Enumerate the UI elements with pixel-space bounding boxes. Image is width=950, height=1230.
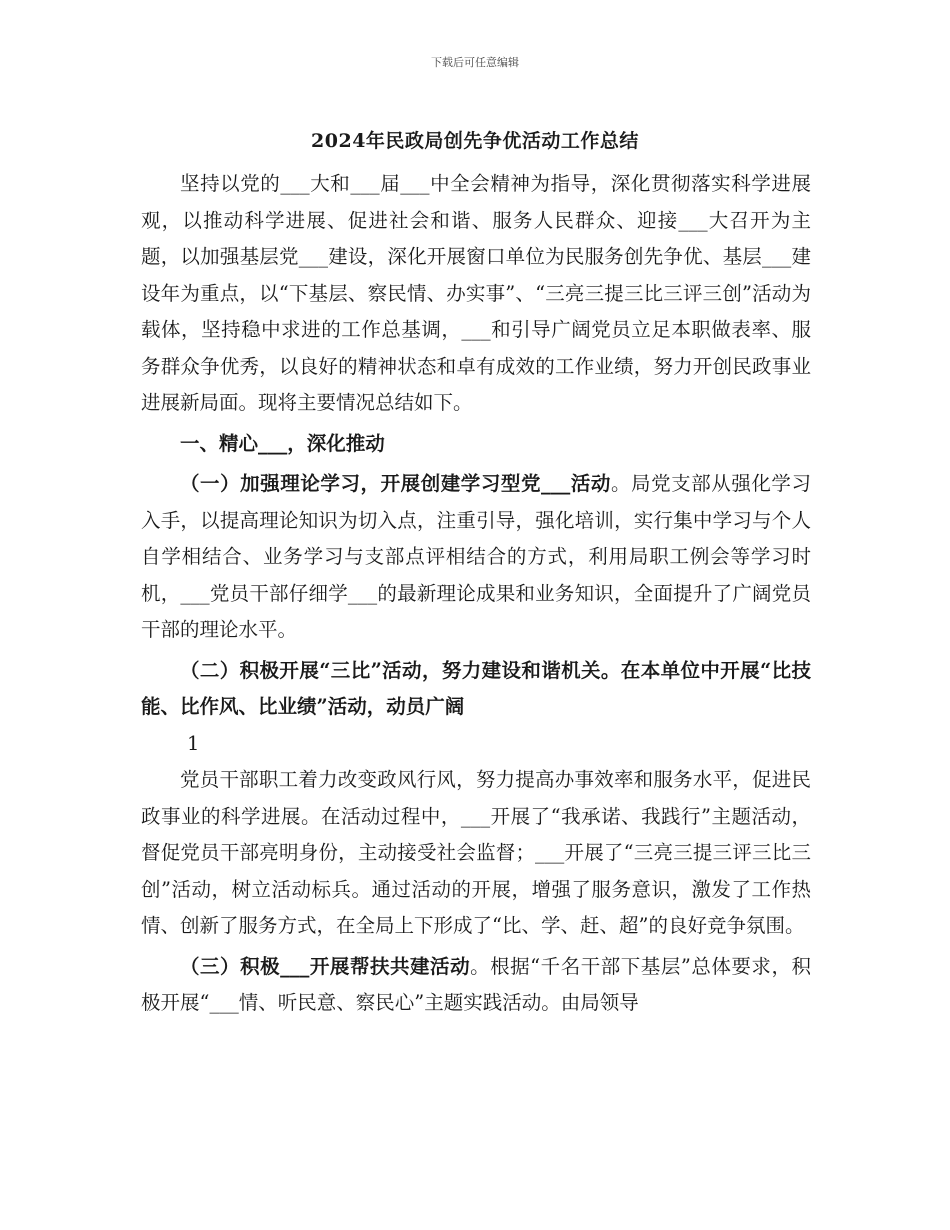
page-number: 1 [187, 731, 200, 755]
continuation-paragraph: 党员干部职工着力改变政风行风，努力提高办事效率和服务水平，促进民政事业的科学进展。在活动过程中，___开展了“我承诺、我践行”主题活动，督促党员干部亮明身份，主动接受社会监督；___开展了“三亮三提三评三比三创”活动，树立活动标兵。通过活动的开展，增强了服务意识，激发了工作热情、创新了服务方式，在全局上下形成了“比、学、赶、超”的良好竞争氛围。 [141, 768, 811, 937]
document-title: 2024年民政局创先争优活动工作总结 [311, 130, 639, 152]
header-note: 下载后可任意编辑 [431, 56, 519, 69]
item1-text: 。局党支部从强化学习入手，以提高理论知识为切入点，注重引导，强化培训，实行集中学习与个人自学相结合、业务学习与支部点评相结合的方式，利用局职工例会等学习时机，___党员干部仔细学___的最新理论成果和业务知识，全面提升了广阔党员干部的理论水平。 [141, 472, 811, 641]
item3-text: 。根据“千名干部下基层”总体要求，积极开展“___情、听民意、察民心”主题实践活动。由局领导 [141, 954, 811, 1014]
document-body [141, 166, 811, 1022]
item2-paragraph: （二）积极开展“三比”活动，努力建设和谐机关。在本单位中开展“比技能、比作风、比业绩”活动，动员广阔 [141, 658, 811, 718]
item1-heading: （一）加强理论学习，开展创建学习型党___活动 [180, 472, 611, 495]
section-heading: 一、精心___，深化推动 [180, 431, 385, 455]
item1-paragraph [141, 466, 811, 649]
item3-heading: （三）积极___开展帮扶共建活动 [180, 954, 471, 978]
intro-paragraph: 坚持以党的___大和___届___中全会精神为指导，深化贯彻落实科学进展观，以推动科学进展、促进社会和谐、服务人民群众、迎接___大召开为主题，以加强基层党___建设，深化开展窗口单位为民服务创先争优、基层___建设年为重点，以“下基层、察民情、办实事”、“三亮三提三比三评三创”活动为载体，坚持稳中求进的工作总基调，___和引导广阔党员立足本职做表率、服务群众争优秀，以良好的精神状态和卓有成效的工作业绩，努力开创民政事业进展新局面。现将主要情况总结如下。 [141, 172, 811, 414]
item3-paragraph [141, 949, 811, 1022]
